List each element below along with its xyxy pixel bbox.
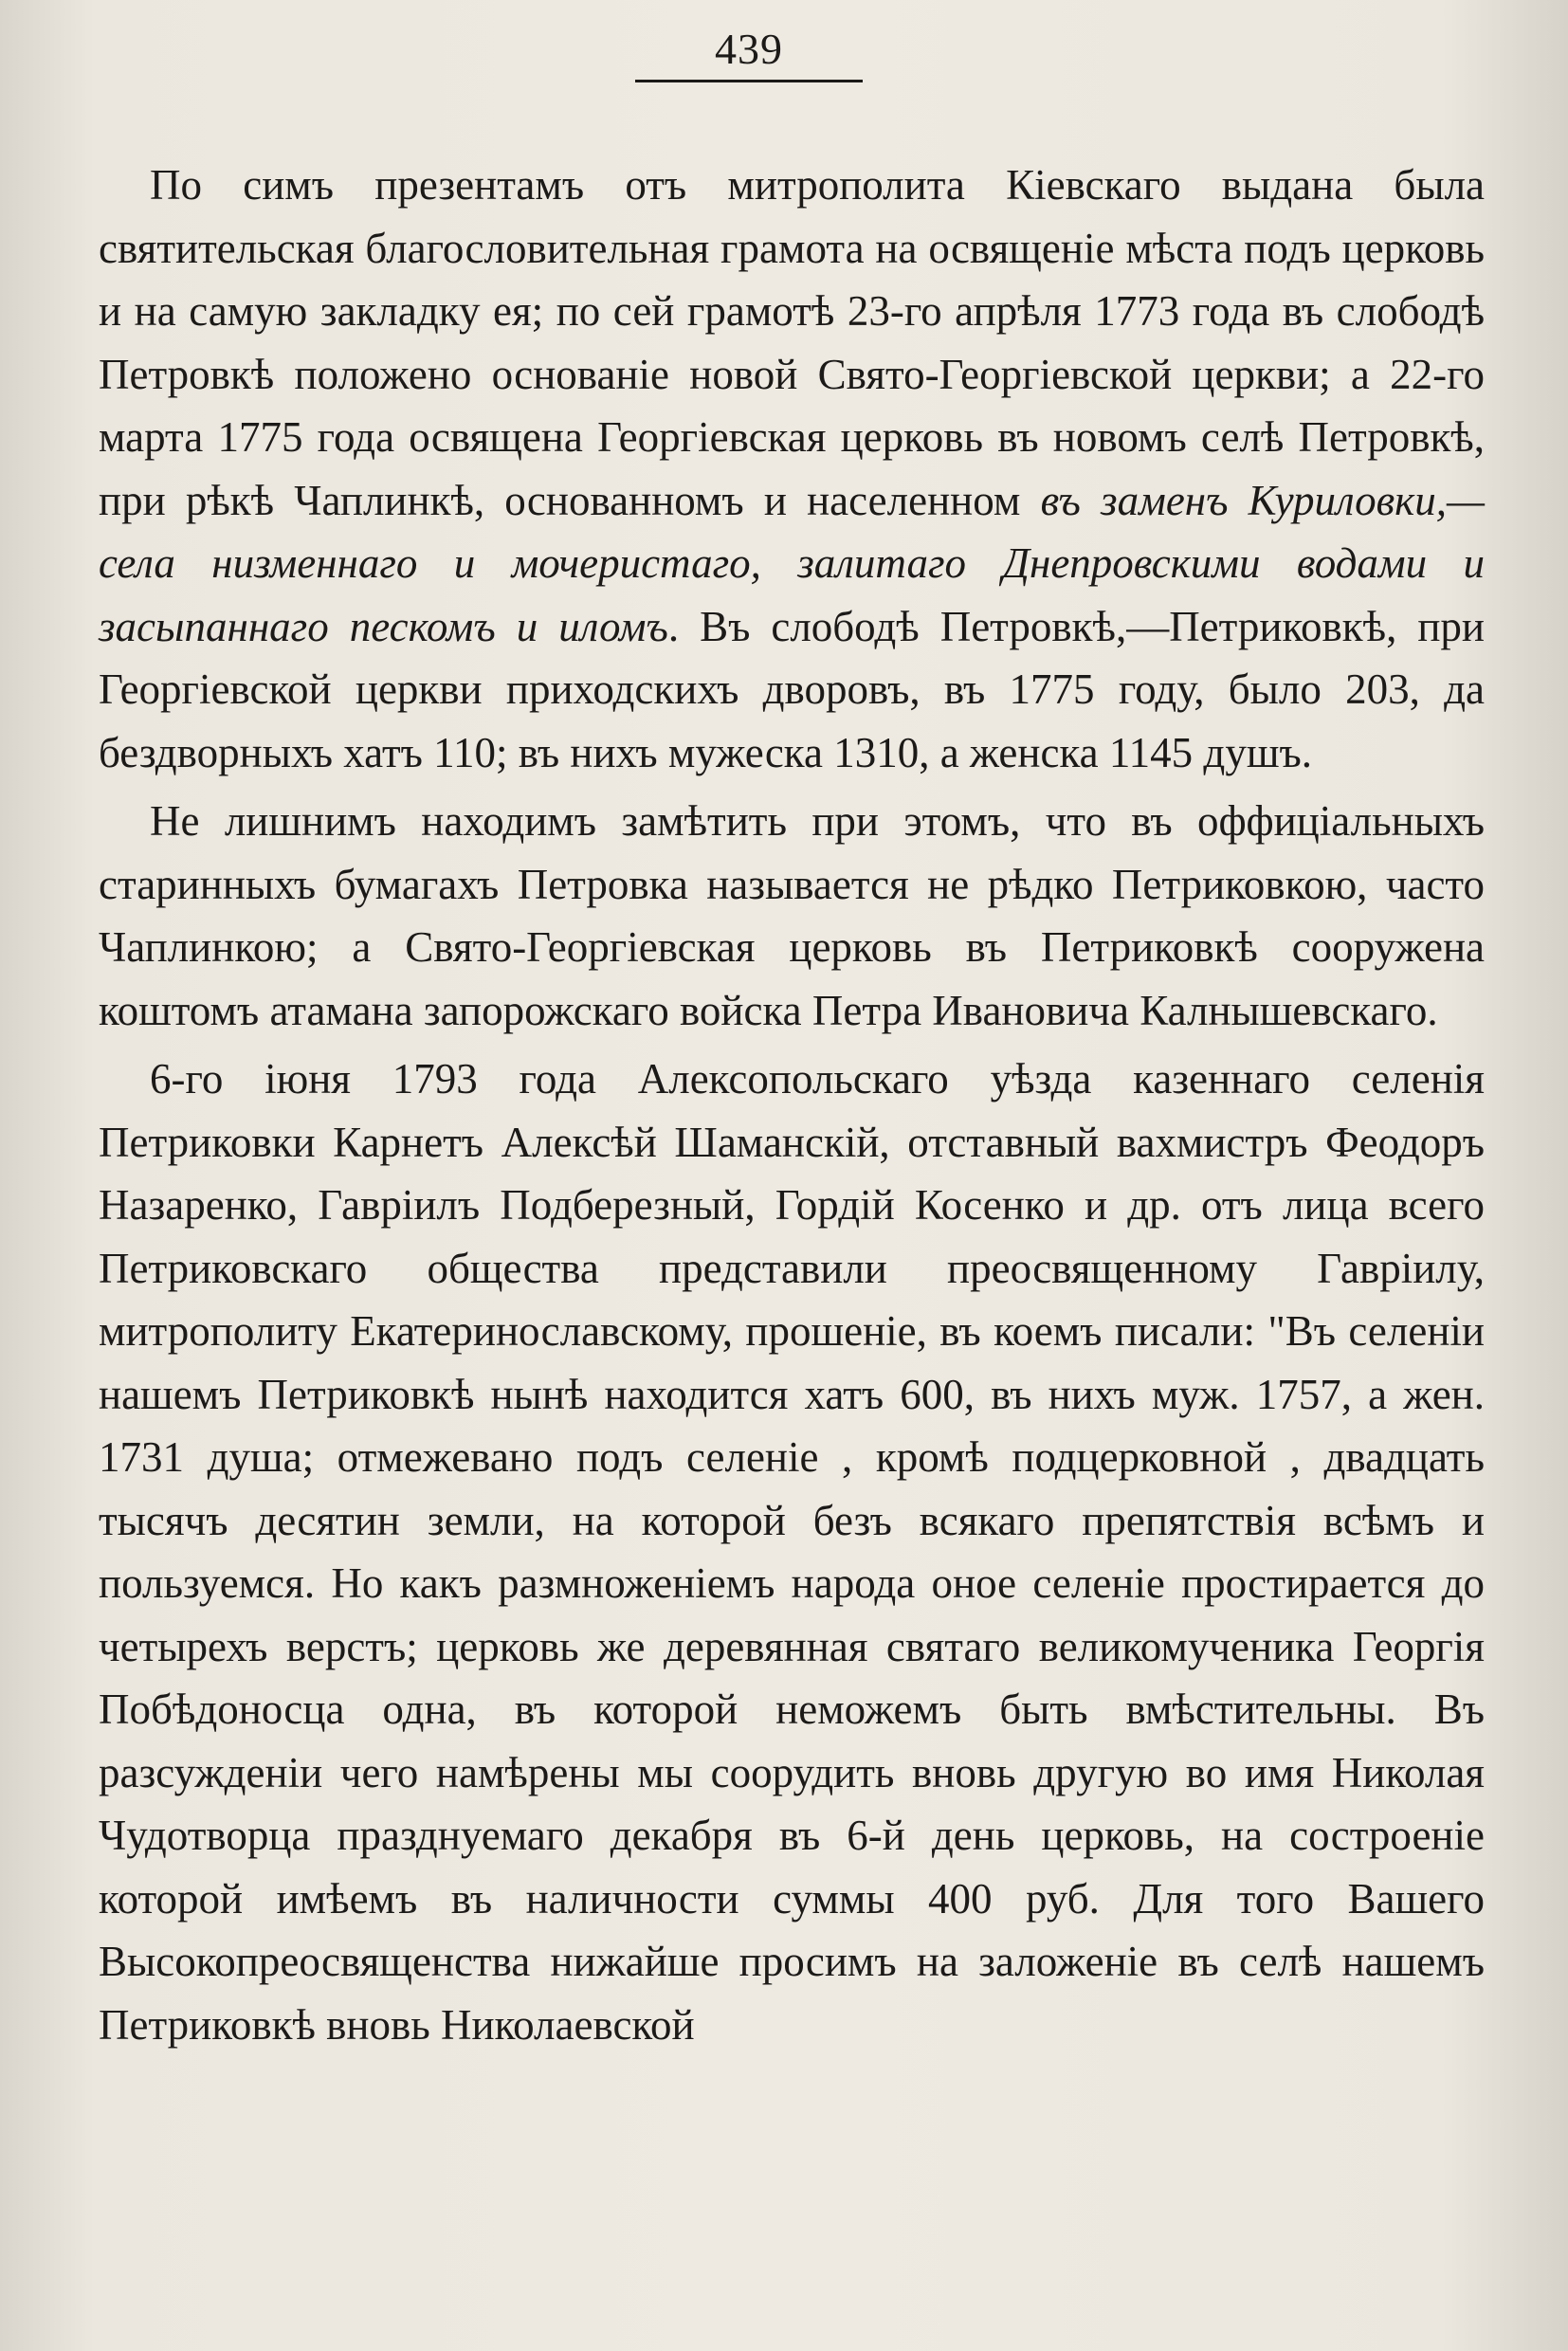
paragraph-1-text-b: . Въ слободѣ Петровкѣ,—Петриковкѣ, при Георгіевской церкви приходскихъ дворовъ, въ 1775 году, было 203, да бездворныхъ хатъ 110; въ нихъ мужеска 1310, а женска 1145 душъ. [99, 602, 1485, 776]
paragraph-3 [99, 1048, 1485, 2056]
paragraph-1-italic-quote: въ заменъ Куриловки,—села низменнаго и мочеристаго, залитаго Днепровскими водами и засыпаннаго пескомъ и иломъ [99, 476, 1485, 650]
paragraph-2-text: Не лишнимъ находимъ замѣтить при этомъ, что въ оффиціальныхъ старинныхъ бумагахъ Петровка называется не рѣдко Петриковкою, часто Чаплинкою; а Свято-Георгіевская церковь въ Петриковкѣ сооружена коштомъ атамана запорожскаго войска Петра Ивановича Калнышевскаго. [99, 797, 1485, 1034]
page-header [635, 21, 863, 82]
paragraph-2 [99, 790, 1485, 1042]
body-text [99, 154, 1485, 2056]
paragraph-1 [99, 154, 1485, 784]
paragraph-1-text-a: По симъ презентамъ отъ митрополита Кіевскаго выдана была святительская благословительная грамота на освященіе мѣста подъ церковь и на самую закладку ея; по сей грамотѣ 23-го апрѣля 1773 года въ слободѣ Петровкѣ положено основаніе новой Свято-Георгіевской церкви; а 22-го марта 1775 года освящена Георгіевская церковь въ новомъ селѣ Петровкѣ, при рѣкѣ Чаплинкѣ, основанномъ и населенном [99, 161, 1485, 524]
paragraph-3-text: 6-го іюня 1793 года Алексопольскаго уѣзда казеннаго селенія Петриковки Карнетъ Алексѣй Шаманскій, отставный вахмистръ Феодоръ Назаренко, Гавріилъ Подберезный, Гордій Косенко и др. отъ лица всего Петриковскаго общества представили преосвященному Гавріилу, митрополиту Екатеринославскому, прошеніе, въ коемъ писали: "Въ селеніи нашемъ Петриковкѣ нынѣ находится хатъ 600, въ нихъ муж. 1757, а жен. 1731 душа; отмежевано подъ селеніе , кромѣ подцерковной , двадцать тысячъ десятин земли, на которой безъ всякаго препятствія всѣмъ и пользуемся. Но какъ размноженіемъ народа оное селеніе простирается до четырехъ верстъ; церковь же деревянная святаго великомученика Георгія Побѣдоносца одна, въ которой неможемъ быть вмѣстительны. Въ разсужденіи чего намѣрены мы соорудить вновь другую во имя Николая Чудотворца празднуемаго декабря въ 6-й день церковь, на состроеніе которой имѣемъ въ наличности суммы 400 руб. Для того Вашего Высокопреосвященства нижайше просимъ на заложеніе въ селѣ нашемъ Петриковкѣ вновь Николаевской [99, 1055, 1485, 2049]
page-number-rule [635, 80, 863, 82]
page-number: 439 [715, 25, 783, 73]
